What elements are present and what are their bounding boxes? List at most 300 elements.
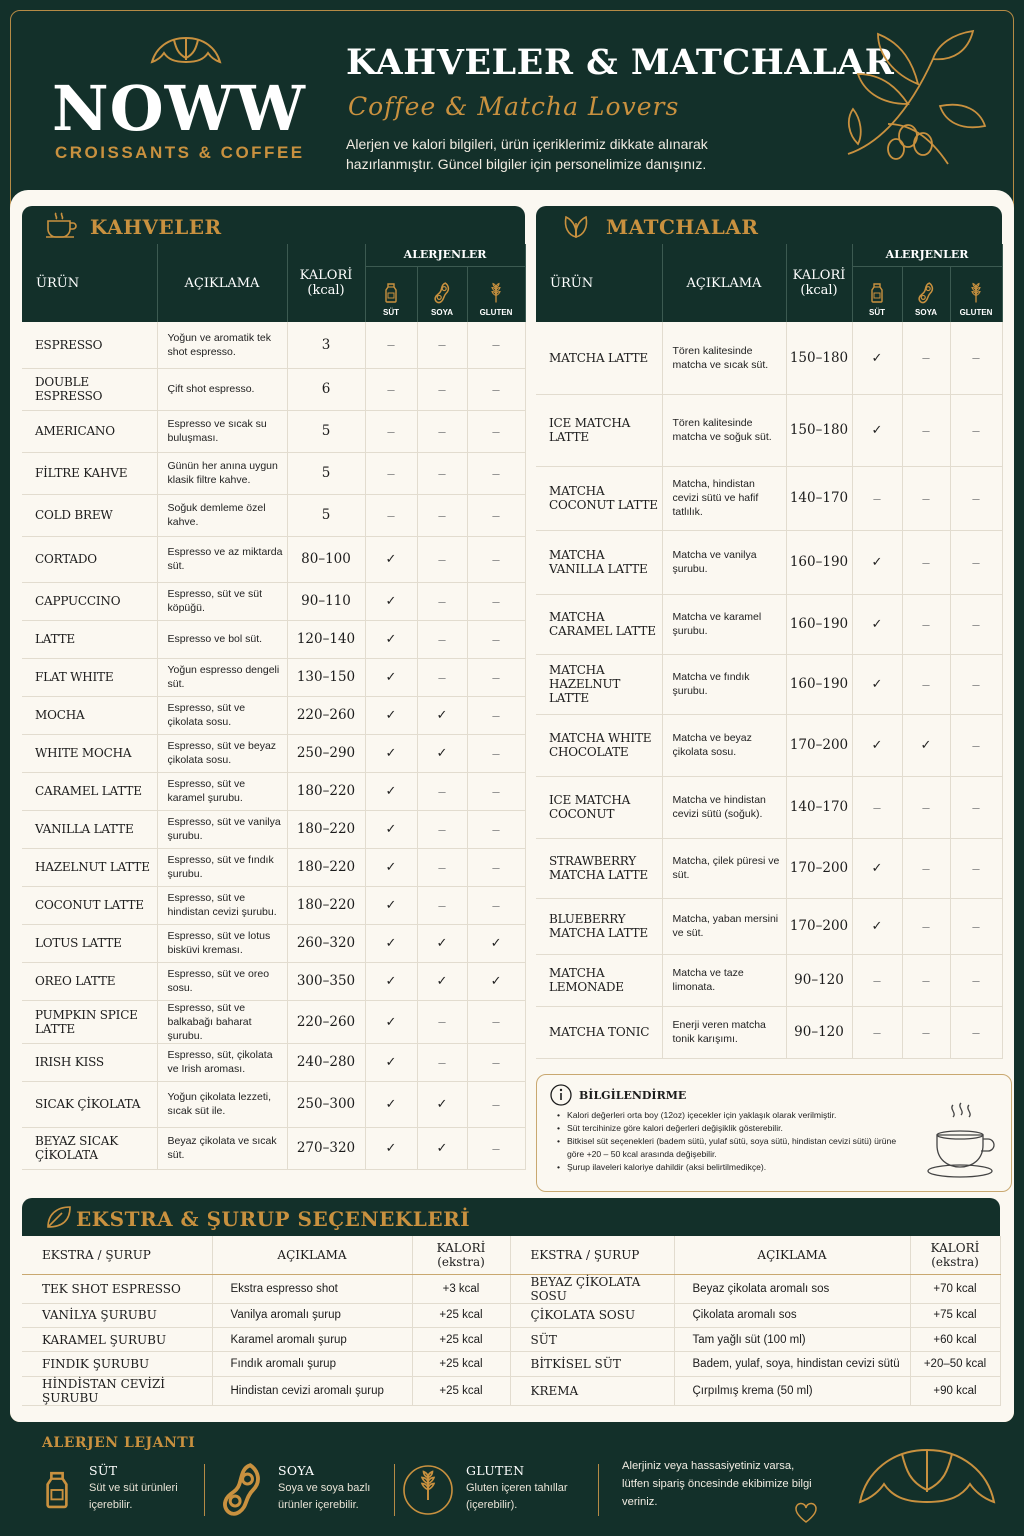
ex-col-cal-unit: (ekstra) — [931, 1254, 979, 1269]
col-product: ÜRÜN — [536, 244, 662, 322]
menu-row — [22, 924, 525, 962]
product-name: MATCHA COCONUT LATTE — [536, 466, 662, 530]
milk-allergen: ✓ — [852, 654, 902, 714]
product-calories: 140–170 — [786, 466, 852, 530]
product-name: IRISH KISS — [22, 1043, 157, 1081]
ex-col-cal — [910, 1236, 1000, 1274]
ex-col-cal-unit: (ekstra) — [437, 1254, 485, 1269]
extra-calories: +90 kcal — [910, 1376, 1000, 1405]
header — [0, 0, 1024, 190]
soy-allergen: – — [417, 886, 467, 924]
milk-allergen: ✓ — [365, 772, 417, 810]
soy-allergen: – — [417, 810, 467, 848]
wheat-icon — [968, 282, 984, 304]
gluten-allergen: – — [950, 714, 1002, 776]
col-gluten-label: GLUTEN — [959, 308, 993, 317]
matchalar-table — [536, 244, 1003, 1059]
col-milk-label: SÜT — [869, 308, 885, 317]
product-calories: 300–350 — [287, 962, 365, 1000]
product-name: FİLTRE KAHVE — [22, 452, 157, 494]
gluten-allergen: – — [467, 1000, 525, 1043]
info-box — [536, 1074, 1012, 1192]
menu-row — [536, 394, 1002, 466]
product-calories: 170–200 — [786, 838, 852, 898]
col-gluten-label: GLUTEN — [479, 308, 513, 317]
legend-gluten — [402, 1460, 592, 1520]
menu-row — [22, 734, 525, 772]
gluten-allergen: – — [467, 452, 525, 494]
matchalar-title: MATCHALAR — [606, 215, 759, 239]
product-name: CAPPUCCINO — [22, 582, 157, 620]
extra-calories: +25 kcal — [412, 1352, 510, 1376]
ex-col-name: EKSTRA / ŞURUP — [510, 1236, 674, 1274]
soy-allergen: – — [417, 536, 467, 582]
gluten-allergen: – — [950, 776, 1002, 838]
legend-gluten-name: GLUTEN — [466, 1463, 525, 1478]
milk-allergen: – — [365, 410, 417, 452]
extra-name: BEYAZ ÇİKOLATA SOSU — [510, 1274, 674, 1303]
col-allergens: ALERJENLER — [852, 244, 1002, 266]
coffee-cup-icon — [44, 211, 80, 239]
milk-bottle-icon — [869, 282, 885, 304]
soy-allergen: ✓ — [902, 714, 950, 776]
milk-allergen: ✓ — [365, 848, 417, 886]
soy-allergen: – — [417, 658, 467, 696]
milk-allergen: ✓ — [852, 394, 902, 466]
coffee-branch-icon — [828, 24, 988, 184]
product-name: MATCHA TONIC — [536, 1006, 662, 1058]
extra-name: SÜT — [510, 1327, 674, 1351]
product-calories: 240–280 — [287, 1043, 365, 1081]
extra-name: HİNDİSTAN CEVİZİ ŞURUBU — [22, 1376, 212, 1405]
legend-divider — [204, 1464, 205, 1516]
col-calorie-label: KALORİ — [792, 268, 846, 283]
soy-allergen: – — [417, 848, 467, 886]
product-name: BLUEBERRY MATCHA LATTE — [536, 898, 662, 954]
ex-col-cal-label: KALORİ — [930, 1240, 980, 1255]
product-name: MATCHA HAZELNUT LATTE — [536, 654, 662, 714]
menu-row — [22, 452, 525, 494]
gluten-allergen: – — [950, 898, 1002, 954]
gluten-allergen: – — [467, 734, 525, 772]
legend-milk-desc: Süt ve süt ürünleri içerebilir. — [89, 1482, 178, 1511]
gluten-allergen: – — [467, 368, 525, 410]
product-calories: 130–150 — [287, 658, 365, 696]
product-description: Matcha ve taze limonata. — [662, 954, 786, 1006]
product-description: Yoğun espresso dengeli süt. — [157, 658, 287, 696]
milk-allergen: ✓ — [365, 962, 417, 1000]
product-description: Çift shot espresso. — [157, 368, 287, 410]
product-description: Günün her anına uygun klasik filtre kahve. — [157, 452, 287, 494]
gluten-allergen: – — [467, 1043, 525, 1081]
menu-row — [22, 772, 525, 810]
soy-allergen: ✓ — [417, 1127, 467, 1169]
product-description: Espresso, süt ve çikolata sosu. — [157, 696, 287, 734]
gluten-allergen: ✓ — [467, 962, 525, 1000]
product-description: Soğuk demleme özel kahve. — [157, 494, 287, 536]
info-item: • Kalori değerleri orta boy (12oz) içecekler için yaklaşık olarak verilmiştir. — [557, 1109, 907, 1122]
product-calories: 5 — [287, 410, 365, 452]
info-item: • Şurup ilaveleri kaloriye dahildir (aksi belirtilmedikçe). — [557, 1161, 907, 1174]
product-calories: 260–320 — [287, 924, 365, 962]
product-calories: 180–220 — [287, 848, 365, 886]
product-calories: 170–200 — [786, 714, 852, 776]
extra-description: Badem, yulaf, soya, hindistan cevizi sütü — [674, 1352, 910, 1376]
extra-calories: +25 kcal — [412, 1327, 510, 1351]
col-product: ÜRÜN — [22, 244, 157, 322]
product-name: COLD BREW — [22, 494, 157, 536]
wheat-icon — [402, 1464, 454, 1516]
gluten-allergen: – — [950, 594, 1002, 654]
soy-allergen: – — [417, 368, 467, 410]
wheat-icon — [488, 282, 504, 304]
col-soy — [417, 266, 467, 322]
product-description: Matcha ve fındık şurubu. — [662, 654, 786, 714]
menu-row — [22, 494, 525, 536]
milk-allergen: ✓ — [365, 1043, 417, 1081]
extra-calories: +3 kcal — [412, 1274, 510, 1303]
product-description: Espresso, süt ve hindistan cevizi şurubu. — [157, 886, 287, 924]
product-name: ICE MATCHA COCONUT — [536, 776, 662, 838]
soy-allergen: ✓ — [417, 962, 467, 1000]
extras-row — [22, 1327, 1000, 1351]
milk-allergen: ✓ — [365, 536, 417, 582]
product-description: Matcha ve beyaz çikolata sosu. — [662, 714, 786, 776]
menu-row — [22, 1043, 525, 1081]
product-description: Espresso, süt ve lotus bisküvi kreması. — [157, 924, 287, 962]
soy-allergen: – — [902, 530, 950, 594]
soy-allergen: – — [417, 1043, 467, 1081]
menu-row — [22, 696, 525, 734]
extras-row — [22, 1352, 1000, 1376]
milk-allergen: – — [365, 322, 417, 368]
soy-allergen: – — [417, 582, 467, 620]
matchalar-tab — [536, 206, 1002, 244]
product-name: SICAK ÇİKOLATA — [22, 1081, 157, 1127]
milk-allergen: ✓ — [852, 530, 902, 594]
product-calories: 170–200 — [786, 898, 852, 954]
extra-calories: +70 kcal — [910, 1274, 1000, 1303]
ex-col-name: EKSTRA / ŞURUP — [22, 1236, 212, 1274]
product-name: DOUBLE ESPRESSO — [22, 368, 157, 410]
soy-allergen: – — [902, 394, 950, 466]
gluten-allergen: – — [950, 838, 1002, 898]
col-milk — [365, 266, 417, 322]
product-name: VANILLA LATTE — [22, 810, 157, 848]
brand-name: NOWW — [52, 72, 306, 145]
product-name: ESPRESSO — [22, 322, 157, 368]
heart-icon — [794, 1502, 818, 1524]
col-calorie-unit: (kcal) — [800, 283, 838, 298]
col-calorie-label: KALORİ — [299, 268, 353, 283]
gluten-allergen: – — [467, 1081, 525, 1127]
product-description: Espresso, süt, çikolata ve Irish aroması. — [157, 1043, 287, 1081]
product-description: Matcha ve karamel şurubu. — [662, 594, 786, 654]
product-calories: 5 — [287, 452, 365, 494]
product-calories: 3 — [287, 322, 365, 368]
col-allergens: ALERJENLER — [365, 244, 525, 266]
soy-allergen: ✓ — [417, 924, 467, 962]
gluten-allergen: – — [467, 886, 525, 924]
product-name: PUMPKIN SPICE LATTE — [22, 1000, 157, 1043]
legend-milk — [42, 1460, 192, 1520]
extra-description: Fındık aromalı şurup — [212, 1352, 412, 1376]
brand-tagline: CROISSANTS & COFFEE — [55, 143, 305, 162]
product-description: Espresso, süt ve süt köpüğü. — [157, 582, 287, 620]
milk-allergen: ✓ — [365, 886, 417, 924]
product-name: MATCHA CARAMEL LATTE — [536, 594, 662, 654]
page-description: Alerjen ve kalori bilgileri, ürün içeriklerimiz dikkate alınarak hazırlanmıştır. Güncel bilgiler için personelimize danışınız. — [346, 136, 708, 172]
menu-row — [22, 368, 525, 410]
soy-allergen: – — [417, 452, 467, 494]
legend-divider — [598, 1464, 599, 1516]
col-calorie-unit: (kcal) — [307, 283, 345, 298]
page-subtitle: Coffee & Matcha Lovers — [348, 92, 680, 121]
info-icon — [549, 1083, 573, 1107]
product-name: MATCHA LEMONADE — [536, 954, 662, 1006]
milk-allergen: ✓ — [852, 322, 902, 394]
milk-allergen: ✓ — [852, 898, 902, 954]
ex-col-desc: AÇIKLAMA — [674, 1236, 910, 1274]
col-soy — [902, 266, 950, 322]
product-description: Matcha ve hindistan cevizi sütü (soğuk). — [662, 776, 786, 838]
product-description: Espresso ve sıcak su buluşması. — [157, 410, 287, 452]
product-description: Matcha, hindistan cevizi sütü ve hafif tatlılık. — [662, 466, 786, 530]
info-title: BİLGİLENDİRME — [579, 1089, 687, 1102]
menu-row — [536, 838, 1002, 898]
ex-col-desc: AÇIKLAMA — [212, 1236, 412, 1274]
menu-row — [22, 536, 525, 582]
soybean-icon — [220, 1462, 264, 1518]
product-description: Matcha, yaban mersini ve süt. — [662, 898, 786, 954]
soy-allergen: – — [417, 410, 467, 452]
extra-name: KARAMEL ŞURUBU — [22, 1327, 212, 1351]
gluten-allergen: – — [467, 410, 525, 452]
soy-allergen: – — [417, 620, 467, 658]
menu-row — [22, 848, 525, 886]
ex-col-cal-label: KALORİ — [436, 1240, 486, 1255]
menu-row — [22, 1127, 525, 1169]
gluten-allergen: – — [467, 536, 525, 582]
extras-row — [22, 1274, 1000, 1303]
product-description: Beyaz çikolata ve sıcak süt. — [157, 1127, 287, 1169]
product-calories: 160–190 — [786, 530, 852, 594]
menu-row — [536, 654, 1002, 714]
extras-rows — [22, 1274, 1000, 1405]
col-description: AÇIKLAMA — [157, 244, 287, 322]
product-calories: 90–120 — [786, 1006, 852, 1058]
milk-allergen: – — [852, 1006, 902, 1058]
gluten-allergen: – — [950, 466, 1002, 530]
legend-soy-name: SOYA — [278, 1463, 315, 1478]
milk-allergen: ✓ — [852, 714, 902, 776]
product-description: Tören kalitesinde matcha ve sıcak süt. — [662, 322, 786, 394]
product-description: Yoğun çikolata lezzeti, sıcak süt ile. — [157, 1081, 287, 1127]
soy-allergen: – — [902, 898, 950, 954]
product-calories: 90–110 — [287, 582, 365, 620]
product-calories: 180–220 — [287, 772, 365, 810]
menu-row — [22, 962, 525, 1000]
menu-row — [536, 1006, 1002, 1058]
gluten-allergen: – — [950, 530, 1002, 594]
product-name: MATCHA WHITE CHOCOLATE — [536, 714, 662, 776]
extra-calories: +25 kcal — [412, 1303, 510, 1327]
milk-allergen: – — [365, 452, 417, 494]
product-name: LOTUS LATTE — [22, 924, 157, 962]
product-name: BEYAZ SICAK ÇİKOLATA — [22, 1127, 157, 1169]
product-name: MATCHA VANILLA LATTE — [536, 530, 662, 594]
product-calories: 220–260 — [287, 696, 365, 734]
col-description: AÇIKLAMA — [662, 244, 786, 322]
product-name: STRAWBERRY MATCHA LATTE — [536, 838, 662, 898]
menu-row — [536, 530, 1002, 594]
soy-allergen: – — [902, 322, 950, 394]
extra-name: ÇİKOLATA SOSU — [510, 1303, 674, 1327]
col-soy-label: SOYA — [431, 308, 453, 317]
product-description: Espresso, süt ve vanilya şurubu. — [157, 810, 287, 848]
kahveler-title: KAHVELER — [90, 215, 222, 239]
menu-row — [22, 582, 525, 620]
product-description: Tören kalitesinde matcha ve soğuk süt. — [662, 394, 786, 466]
info-item: • Bitkisel süt seçenekleri (badem sütü, yulaf sütü, soya sütü, hindistan cevizi sütü) ürüne göre +20 – 50 kcal arasında değişebilir. — [557, 1135, 907, 1161]
menu-row — [536, 714, 1002, 776]
product-calories: 160–190 — [786, 654, 852, 714]
kahveler-rows — [22, 322, 525, 1169]
milk-allergen: ✓ — [852, 838, 902, 898]
gluten-allergen: ✓ — [467, 924, 525, 962]
milk-allergen: ✓ — [365, 924, 417, 962]
soy-allergen: ✓ — [417, 734, 467, 772]
milk-allergen: – — [365, 494, 417, 536]
milk-allergen: – — [852, 466, 902, 530]
soybean-icon — [433, 282, 451, 304]
product-calories: 5 — [287, 494, 365, 536]
milk-allergen: ✓ — [365, 696, 417, 734]
extra-description: Beyaz çikolata aromalı sos — [674, 1274, 910, 1303]
legend-soy-desc: Soya ve soya bazlı ürünler içerebilir. — [278, 1482, 371, 1511]
milk-allergen: ✓ — [365, 1000, 417, 1043]
gluten-allergen: – — [467, 696, 525, 734]
milk-allergen: – — [852, 776, 902, 838]
product-name: MATCHA LATTE — [536, 322, 662, 394]
gluten-allergen: – — [467, 810, 525, 848]
col-milk — [852, 266, 902, 322]
milk-allergen: – — [365, 368, 417, 410]
product-description: Matcha, çilek püresi ve süt. — [662, 838, 786, 898]
product-name: MOCHA — [22, 696, 157, 734]
extra-description: Vanilya aromalı şurup — [212, 1303, 412, 1327]
menu-row — [22, 1000, 525, 1043]
product-name: OREO LATTE — [22, 962, 157, 1000]
milk-allergen: ✓ — [365, 1081, 417, 1127]
extra-name: VANİLYA ŞURUBU — [22, 1303, 212, 1327]
product-name: LATTE — [22, 620, 157, 658]
gluten-allergen: – — [950, 322, 1002, 394]
extras-row — [22, 1376, 1000, 1405]
product-calories: 270–320 — [287, 1127, 365, 1169]
gluten-allergen: – — [950, 954, 1002, 1006]
milk-allergen: ✓ — [365, 582, 417, 620]
soy-allergen: – — [902, 838, 950, 898]
gluten-allergen: – — [467, 582, 525, 620]
gluten-allergen: – — [950, 394, 1002, 466]
milk-allergen: ✓ — [365, 1127, 417, 1169]
product-name: CORTADO — [22, 536, 157, 582]
product-name: WHITE MOCHA — [22, 734, 157, 772]
milk-bottle-icon — [383, 282, 399, 304]
extra-name: FINDIK ŞURUBU — [22, 1352, 212, 1376]
gluten-allergen: – — [950, 654, 1002, 714]
croissant-icon — [146, 28, 226, 72]
milk-allergen: ✓ — [852, 594, 902, 654]
product-calories: 160–190 — [786, 594, 852, 654]
product-calories: 180–220 — [287, 810, 365, 848]
product-description: Matcha ve vanilya şurubu. — [662, 530, 786, 594]
milk-allergen: – — [852, 954, 902, 1006]
col-soy-label: SOYA — [915, 308, 937, 317]
gluten-allergen: – — [467, 1127, 525, 1169]
soy-allergen: – — [417, 772, 467, 810]
extra-description: Tam yağlı süt (100 ml) — [674, 1327, 910, 1351]
extras-title: EKSTRA & ŞURUP SEÇENEKLERİ — [76, 1207, 471, 1231]
soy-allergen: – — [902, 594, 950, 654]
legend-gluten-desc: Gluten içeren tahıllar (içerebilir). — [466, 1482, 568, 1511]
soy-allergen: – — [902, 654, 950, 714]
extra-calories: +60 kcal — [910, 1327, 1000, 1351]
milk-allergen: ✓ — [365, 810, 417, 848]
product-description: Yoğun ve aromatik tek shot espresso. — [157, 322, 287, 368]
extra-description: Karamel aromalı şurup — [212, 1327, 412, 1351]
col-calorie — [287, 244, 365, 322]
col-milk-label: SÜT — [383, 308, 399, 317]
soy-allergen: – — [902, 466, 950, 530]
extra-description: Hindistan cevizi aromalı şurup — [212, 1376, 412, 1405]
product-name: AMERICANO — [22, 410, 157, 452]
soy-allergen: – — [417, 322, 467, 368]
product-calories: 90–120 — [786, 954, 852, 1006]
gluten-allergen: – — [467, 620, 525, 658]
soybean-icon — [917, 282, 935, 304]
product-description: Espresso, süt ve karamel şurubu. — [157, 772, 287, 810]
menu-row — [536, 954, 1002, 1006]
product-description: Espresso, süt ve balkabağı baharat şurubu. — [157, 1000, 287, 1043]
kahveler-tab — [22, 206, 525, 244]
menu-row — [536, 322, 1002, 394]
legend-soy — [220, 1460, 390, 1520]
product-calories: 150–180 — [786, 322, 852, 394]
extras-row — [22, 1303, 1000, 1327]
legend-note: Alerjiniz veya hassasiyetiniz varsa, lütfen sipariş öncesinde ekibimize bilgi veriniz. — [622, 1460, 812, 1508]
soy-allergen: – — [417, 494, 467, 536]
page-title: KAHVELER & MATCHALAR — [346, 42, 895, 83]
product-description: Espresso, süt ve oreo sosu. — [157, 962, 287, 1000]
leaves-icon — [558, 211, 594, 239]
extra-name: BİTKİSEL SÜT — [510, 1352, 674, 1376]
extra-description: Çikolata aromalı sos — [674, 1303, 910, 1327]
matchalar-rows — [536, 322, 1002, 1058]
extra-description: Çırpılmış krema (50 ml) — [674, 1376, 910, 1405]
info-item: • Süt tercihinize göre kalori değerleri değişiklik gösterebilir. — [557, 1122, 907, 1135]
product-calories: 140–170 — [786, 776, 852, 838]
extras-tab — [22, 1198, 1000, 1236]
product-name: COCONUT LATTE — [22, 886, 157, 924]
extra-name: KREMA — [510, 1376, 674, 1405]
gluten-allergen: – — [467, 322, 525, 368]
col-gluten — [950, 266, 1002, 322]
extra-calories: +25 kcal — [412, 1376, 510, 1405]
product-calories: 250–300 — [287, 1081, 365, 1127]
content-panel — [10, 190, 1014, 1422]
